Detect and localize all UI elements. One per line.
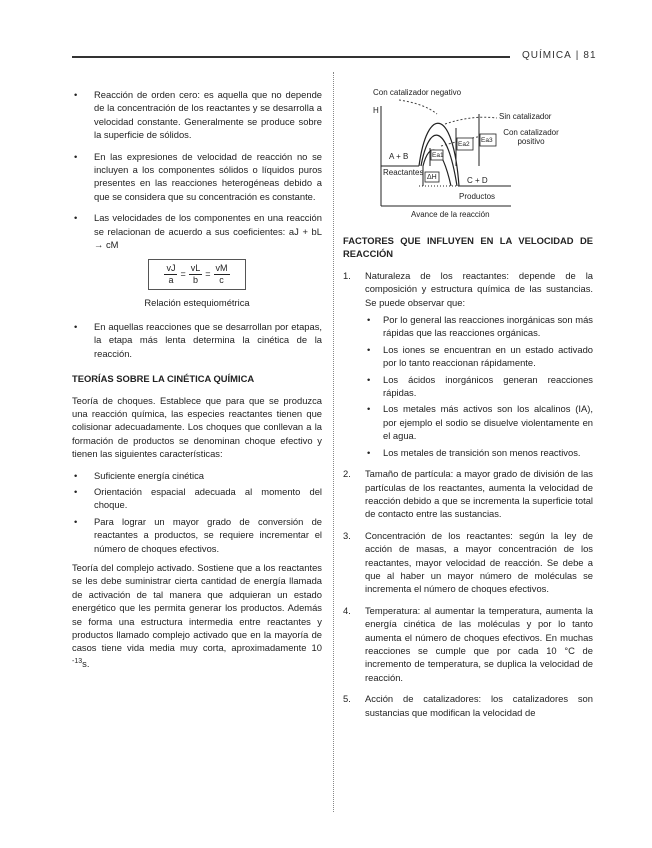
list-item: • En las expresiones de velocidad de reacción no se incluyen a los componentes sólidos o líquidos puros presentes en las reacciones heterogéneas debido a que se considera que su concentración es constante.: [72, 150, 322, 204]
characteristics-list: [72, 469, 322, 555]
list-item: • Por lo general las reacciones inorgánicas son más rápidas que las reacciones orgánicas.: [365, 313, 593, 340]
label-cd: C + D: [467, 176, 488, 185]
equals-sign: =: [180, 269, 186, 280]
label-ea2: Ea2: [458, 141, 470, 148]
exponent: -13: [72, 657, 83, 665]
label-reactants: Reactantes: [383, 168, 424, 177]
list-item: • Suficiente energía cinética: [72, 469, 322, 482]
header-rule: [72, 56, 510, 58]
fraction-m: $\frac{vM}{c}$: [215, 263, 228, 286]
fraction-j: $\frac{vJ}{a}$: [166, 263, 176, 286]
section-heading: TEORÍAS SOBRE LA CINÉTICA QUÍMICA: [72, 373, 255, 385]
header-separator: |: [575, 50, 580, 61]
x-axis-label: Avance de la reacción: [411, 210, 490, 219]
label-no-catalyst: Sin catalizador: [499, 112, 552, 121]
label-dh: ΔH: [427, 174, 437, 181]
equals-sign: =: [205, 269, 211, 280]
list-item: 1. Naturaleza de los reactantes: depende de la composición y estructura química de las sustancias. Se puede observar que: • Por lo general las reacciones inorgánicas son más rápidas que las reacciones orgánicas. • Los iones se encuentran en un estado activado por lo tanto reaccionan rápidamente. • Los ácidos inorgánicos generan reacciones rápidas. • Los metales más activos son los alcalinos (IA), por ejemplo el sodio se disuelve violentamente en el agua. • Los metales de transición son menos reactivos.: [343, 269, 593, 459]
axis-h-label: H: [373, 106, 379, 115]
left-column: [72, 88, 322, 678]
collision-theory-paragraph: Teoría de choques. Establece que para que se produzca una reacción química, las especies reactantes tienen que colisionar adecuadamente. Los choques que conllevan a la formación de productos se denominan choque efectivo y tienen las siguientes características:: [72, 394, 322, 460]
stoichiometric-formula: [148, 259, 246, 290]
label-ab: A + B: [389, 152, 409, 161]
label-negative-catalyst: Con catalizador negativo: [373, 88, 462, 97]
label-positive-catalyst: Con catalizador positivo: [503, 128, 559, 146]
section-title: QUÍMICA: [522, 50, 572, 61]
fraction-l: $\frac{vL}{b}$: [190, 263, 201, 286]
list-item: • Los metales de transición son menos reactivos.: [365, 446, 593, 459]
right-column: [343, 88, 593, 727]
column-divider: [333, 72, 334, 812]
energy-diagram: [343, 88, 593, 228]
list-item: • Los iones se encuentran en un estado activado por lo tanto reaccionan rápidamente.: [365, 343, 593, 370]
top-bullet-list: [72, 88, 322, 251]
list-item: 2. Tamaño de partícula: a mayor grado de división de las partículas de los reactantes, aumenta la velocidad de reacción debido a que se incrementa la superficie total de contacto entre las sustancias.: [343, 468, 593, 520]
label-ea1: Ea1: [432, 152, 444, 159]
sub-bullet-list: [365, 313, 593, 459]
list-item: 5. Acción de catalizadores: los catalizadores son sustancias que modifican la velocidad de: [343, 693, 593, 718]
page-number: 81: [583, 50, 597, 61]
bullet-list-2: [72, 320, 322, 360]
label-products: Productos: [459, 192, 496, 201]
activated-complex-paragraph: Teoría del complejo activado. Sostiene que a los reactantes se les debe suministrar cierta cantidad de energía llamada de activación de tal manera que adquieran un estado energético que les permita generar los productos. Además se forma una estructura intermedia entre reactantes y productos llamado complejo activado que en la mayoría de casos tiene vida media muy corta, aproximadamente 10 $^{-13}$s.: [72, 561, 322, 669]
list-item: • Orientación espacial adecuada al momento del choque.: [72, 485, 322, 512]
section-heading: FACTORES QUE INFLUYEN EN LA VELOCIDAD DE REACCIÓN: [343, 235, 593, 260]
leader-negative: [399, 100, 437, 114]
list-item: • Las velocidades de los componentes en una reacción se relacionan de acuerdo a sus coeficientes: aJ + bL → cM: [72, 211, 322, 251]
energy-diagram-svg: [343, 88, 593, 228]
list-item: • Los ácidos inorgánicos generan reacciones rápidas.: [365, 373, 593, 400]
list-item: • En aquellas reacciones que se desarrollan por etapas, la etapa más lenta determina la cinética de la reacción.: [72, 320, 322, 360]
list-item: • Para lograr un mayor grado de conversión de reactantes a productos, se requiere incrementar el número de choques efectivos.: [72, 515, 322, 555]
list-item: • Los metales más activos son los alcalinos (IA), por ejemplo el sodio se disuelve violentamente en el agua.: [365, 402, 593, 442]
list-item: 4. Temperatura: al aumentar la temperatura, aumenta la energía cinética de las moléculas y por lo tanto aumenta el número de choques efectivos. En muchas reacciones se cumple que por cada 10 °C de incremento de temperatura, se duplica la velocidad de reacción.: [343, 604, 593, 683]
leader-none: [445, 117, 497, 124]
label-ea3: Ea3: [481, 137, 493, 144]
list-item: 3. Concentración de los reactantes: según la ley de acción de masas, a mayor concentración de los reactantes, mayor velocidad de reacción. Se debe a que al haber un mayor número de moléculas se incrementa el número de choques efectivos.: [343, 529, 593, 595]
running-head: [522, 50, 597, 61]
factors-list: [343, 269, 593, 719]
formula-caption: Relación estequiométrica: [144, 297, 250, 309]
list-item: • Reacción de orden cero: es aquella que no depende de la concentración de los reactantes y se desarrolla a velocidad constante. Generalmente se produce sobre la superficie de sólidos.: [72, 88, 322, 142]
